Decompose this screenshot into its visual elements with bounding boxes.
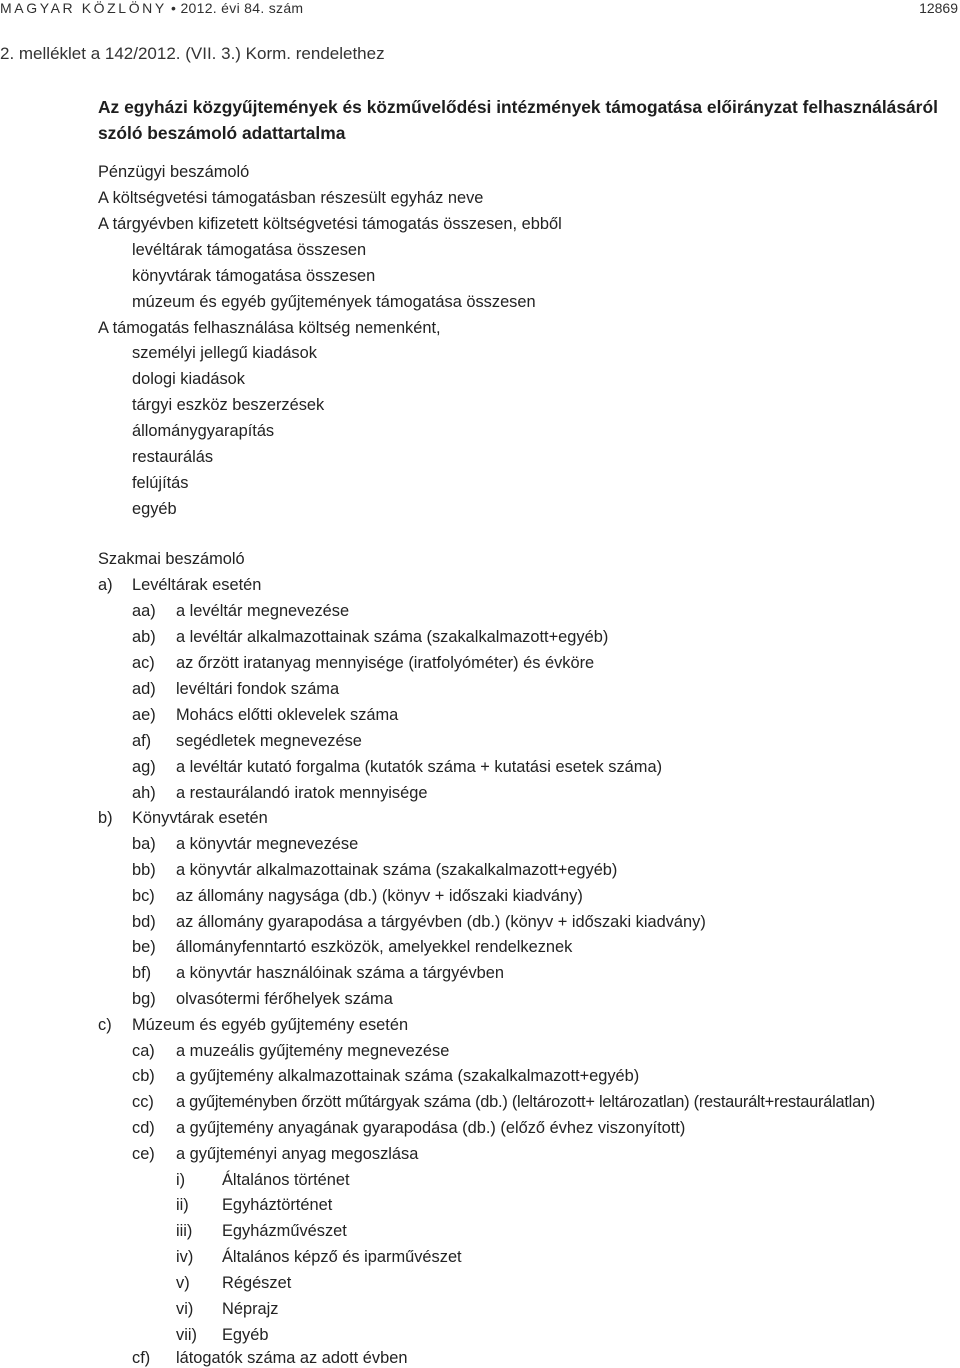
item-label: aa) [132, 602, 156, 620]
journal-name: MAGYAR KÖZLÖNY [0, 0, 167, 16]
main-title: Az egyházi közgyűjtemények és közművelődési intézmények támogatása előirányzat felhasználásáról szóló beszámoló adattartalma [98, 97, 938, 143]
subitem-text: Egyéb [222, 1326, 269, 1344]
item-label: ca) [132, 1042, 155, 1060]
subitem-text: Egyháztörténet [222, 1196, 333, 1214]
item-label: ag) [132, 758, 156, 776]
header-left [0, 0, 303, 16]
item-label: bd) [132, 913, 156, 931]
item-text: olvasótermi férőhelyek száma [176, 990, 393, 1008]
stock-growth-line: állománygyarapítás [132, 422, 275, 440]
item-label: bb) [132, 861, 156, 879]
item-label: cf) [132, 1349, 151, 1367]
item-label: ab) [132, 628, 156, 646]
item-text: Mohács előtti oklevelek száma [176, 706, 399, 724]
item-text: a levéltár alkalmazottainak száma (szakalkalmazott+egyéb) [176, 628, 609, 646]
section-label: a) [98, 576, 113, 594]
annex-title: 2. melléklet a 142/2012. (VII. 3.) Korm. rendelethez [0, 44, 385, 63]
subitem-label: vii) [176, 1326, 197, 1344]
subitem-label: ii) [176, 1196, 189, 1214]
item-text: levéltári fondok száma [176, 680, 340, 698]
subitem-label: i) [176, 1171, 186, 1189]
usage-line: A támogatás felhasználása költség nemenként, [98, 319, 441, 337]
item-text: állományfenntartó eszközök, amelyekkel rendelkeznek [176, 938, 573, 956]
restoration-line: restaurálás [132, 448, 214, 466]
item-label: ae) [132, 706, 156, 724]
personal-costs-line: személyi jellegű kiadások [132, 344, 317, 362]
section-title: Múzeum és egyéb gyűjtemény esetén [132, 1016, 409, 1034]
section-label: c) [98, 1016, 112, 1034]
item-text: látogatók száma az adott évben [176, 1349, 408, 1367]
item-label: cb) [132, 1067, 155, 1085]
item-text: a muzeális gyűjtemény megnevezése [176, 1042, 450, 1060]
item-text: segédletek megnevezése [176, 732, 362, 750]
item-label: be) [132, 938, 156, 956]
item-label: bf) [132, 964, 152, 982]
item-text: a levéltár kutató forgalma (kutatók száma + kutatási esetek száma) [176, 758, 663, 776]
item-label: ba) [132, 835, 156, 853]
subitem-label: iv) [176, 1248, 194, 1266]
item-label: ah) [132, 784, 156, 802]
item-text: a gyűjteményben őrzött műtárgyak száma (db.) (leltározott+ leltározatlan) (restaurált+restaurálatlan) [176, 1093, 876, 1111]
item-label: ac) [132, 654, 155, 672]
item-text: a könyvtár megnevezése [176, 835, 359, 853]
item-label: ce) [132, 1145, 155, 1163]
item-text: a gyűjtemény anyagának gyarapodása (db.) (előző évhez viszonyított) [176, 1119, 686, 1137]
item-text: a könyvtár használóinak száma a tárgyévben [176, 964, 504, 982]
archives-support-line: levéltárak támogatása összesen [132, 241, 367, 259]
subitem-text: Néprajz [222, 1300, 279, 1318]
page-number: 12869 [919, 0, 958, 16]
renovation-line: felújítás [132, 474, 189, 492]
subitem-text: Egyházművészet [222, 1222, 347, 1240]
item-text: a levéltár megnevezése [176, 602, 350, 620]
issue-info: 2012. évi 84. szám [180, 0, 304, 16]
item-label: bg) [132, 990, 156, 1008]
libraries-support-line: könyvtárak támogatása összesen [132, 267, 376, 285]
header-bullet: • [171, 0, 177, 16]
subitem-text: Régészet [222, 1274, 292, 1292]
financial-heading: Pénzügyi beszámoló [98, 163, 250, 181]
section-label: b) [98, 809, 113, 827]
item-text: az állomány nagysága (db.) (könyv + időszaki kiadvány) [176, 887, 583, 905]
equipment-line: tárgyi eszköz beszerzések [132, 396, 325, 414]
item-text: a könyvtár alkalmazottainak száma (szakalkalmazott+egyéb) [176, 861, 618, 879]
item-text: az állomány gyarapodása a tárgyévben (db.) (könyv + időszaki kiadvány) [176, 913, 706, 931]
subitem-text: Általános képző és iparművészet [222, 1248, 462, 1266]
item-text: a gyűjteményi anyag megoszlása [176, 1145, 419, 1163]
item-text: az őrzött iratanyag mennyisége (iratfolyóméter) és évköre [176, 654, 595, 672]
page-header [0, 0, 960, 18]
subitem-label: iii) [176, 1222, 193, 1240]
item-text: a gyűjtemény alkalmazottainak száma (szakalkalmazott+egyéb) [176, 1067, 640, 1085]
item-label: ad) [132, 680, 156, 698]
museums-support-line: múzeum és egyéb gyűjtemények támogatása összesen [132, 293, 536, 311]
item-label: cd) [132, 1119, 155, 1137]
item-label: bc) [132, 887, 155, 905]
subitem-label: v) [176, 1274, 190, 1292]
material-costs-line: dologi kiadások [132, 370, 245, 388]
other-costs-line: egyéb [132, 500, 177, 518]
item-label: af) [132, 732, 152, 750]
subitem-label: vi) [176, 1300, 194, 1318]
section-title: Könyvtárak esetén [132, 809, 268, 827]
item-text: a restaurálandó iratok mennyisége [176, 784, 428, 802]
total-support-line: A tárgyévben kifizetett költségvetési támogatás összesen, ebből [98, 215, 562, 233]
subitem-text: Általános történet [222, 1171, 350, 1189]
section-title: Levéltárak esetén [132, 576, 262, 594]
item-label: cc) [132, 1093, 154, 1111]
professional-heading: Szakmai beszámoló [98, 550, 245, 568]
church-name-line: A költségvetési támogatásban részesült egyház neve [98, 189, 484, 207]
